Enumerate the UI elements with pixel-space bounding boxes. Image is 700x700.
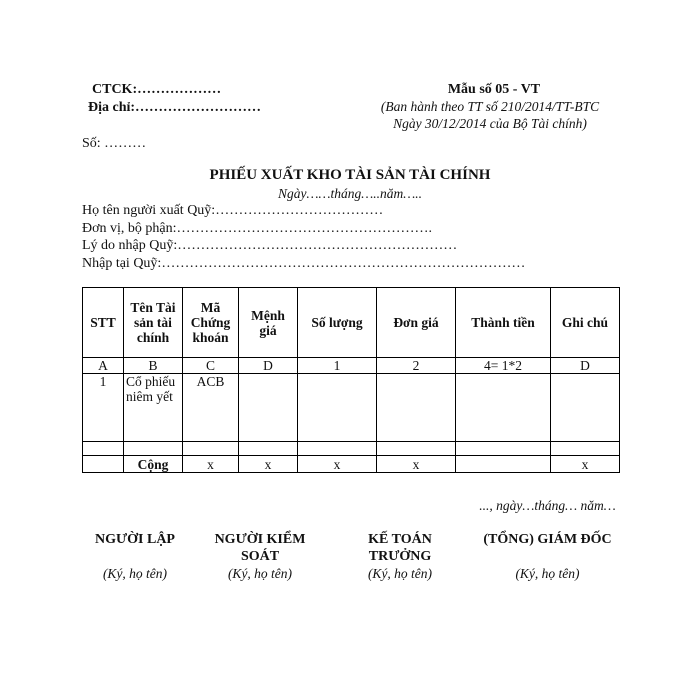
code-cell: A [83,358,124,374]
date-line: Ngày……tháng…..năm….. [277,186,422,201]
company-field: CTCK:……………… [92,82,222,97]
header-stt: STT [83,288,124,358]
row-stt [83,442,124,456]
signature-chief-accountant: KẾ TOÁN TRƯỞNG [368,532,432,564]
header-unit-price: Đơn giá [377,288,456,358]
table-header-row [83,288,620,358]
row-security-code: ACB [183,374,239,442]
form-code: Mẫu số 05 - VT [447,82,541,97]
signature-controller: NGƯỜI KIỂM SOÁT [214,532,306,564]
code-cell: D [551,358,620,374]
signature-note: (Ký, họ tên) [515,566,580,581]
document-title: PHIẾU XUẤT KHO TÀI SẢN TÀI CHÍNH [209,167,491,183]
table-row [83,374,620,442]
total-row [83,456,620,473]
code-cell: B [124,358,183,374]
code-cell: C [183,358,239,374]
total-security-code: x [183,456,239,473]
signature-preparer: NGƯỜI LẬP [95,532,175,547]
code-cell: D [239,358,298,374]
table-row [83,442,620,456]
header-note: Ghi chú [551,288,620,358]
total-par-value: x [239,456,298,473]
signature-note: (Ký, họ tên) [367,566,433,581]
row-amount [456,374,551,442]
code-cell: 2 [377,358,456,374]
row-asset-name: Cổ phiếu niêm yết [124,374,183,442]
row-note [551,374,620,442]
total-amount [456,456,551,473]
header-par-value: Mệnh giá [239,288,298,358]
fund-location-field: Nhập tại Quỹ:…………………………………………………………………… [82,256,526,271]
department-field: Đơn vị, bộ phận:………………………………………………. [82,221,433,236]
address-field: Địa chỉ:……………………… [88,100,262,115]
asset-table [82,287,620,473]
signature-note: (Ký, họ tên) [227,566,293,581]
row-asset-name [124,442,183,456]
row-quantity [298,374,377,442]
row-par-value [239,442,298,456]
issued-note-line2: Ngày 30/12/2014 của Bộ Tài chính) [393,116,587,131]
row-quantity [298,442,377,456]
total-quantity: x [298,456,377,473]
row-amount [456,442,551,456]
column-code-row [83,358,620,374]
row-unit-price [377,374,456,442]
total-stt [83,456,124,473]
row-security-code [183,442,239,456]
code-cell: 4= 1*2 [456,358,551,374]
signature-note: (Ký, họ tên) [102,566,168,581]
issuer-name-field: Họ tên người xuất Quỹ:……………………………… [82,203,384,218]
row-note [551,442,620,456]
issued-note-line1: (Ban hành theo TT số 210/2014/TT-BTC [380,99,600,114]
total-label: Cộng [124,456,183,473]
row-stt: 1 [83,374,124,442]
row-unit-price [377,442,456,456]
total-note: x [551,456,620,473]
reason-field: Lý do nhập Quỹ:…………………………………………………… [82,238,458,253]
document-number: Số: ……… [82,136,147,151]
header-security-code: Mã Chứng khoán [183,288,239,358]
signature-date: ..., ngày…tháng… năm… [479,498,616,513]
signature-director: (TỔNG) GIÁM ĐỐC [483,532,612,547]
code-cell: 1 [298,358,377,374]
header-quantity: Số lượng [298,288,377,358]
row-par-value [239,374,298,442]
total-unit-price: x [377,456,456,473]
header-asset-name: Tên Tài sản tài chính [124,288,183,358]
header-amount: Thành tiền [456,288,551,358]
